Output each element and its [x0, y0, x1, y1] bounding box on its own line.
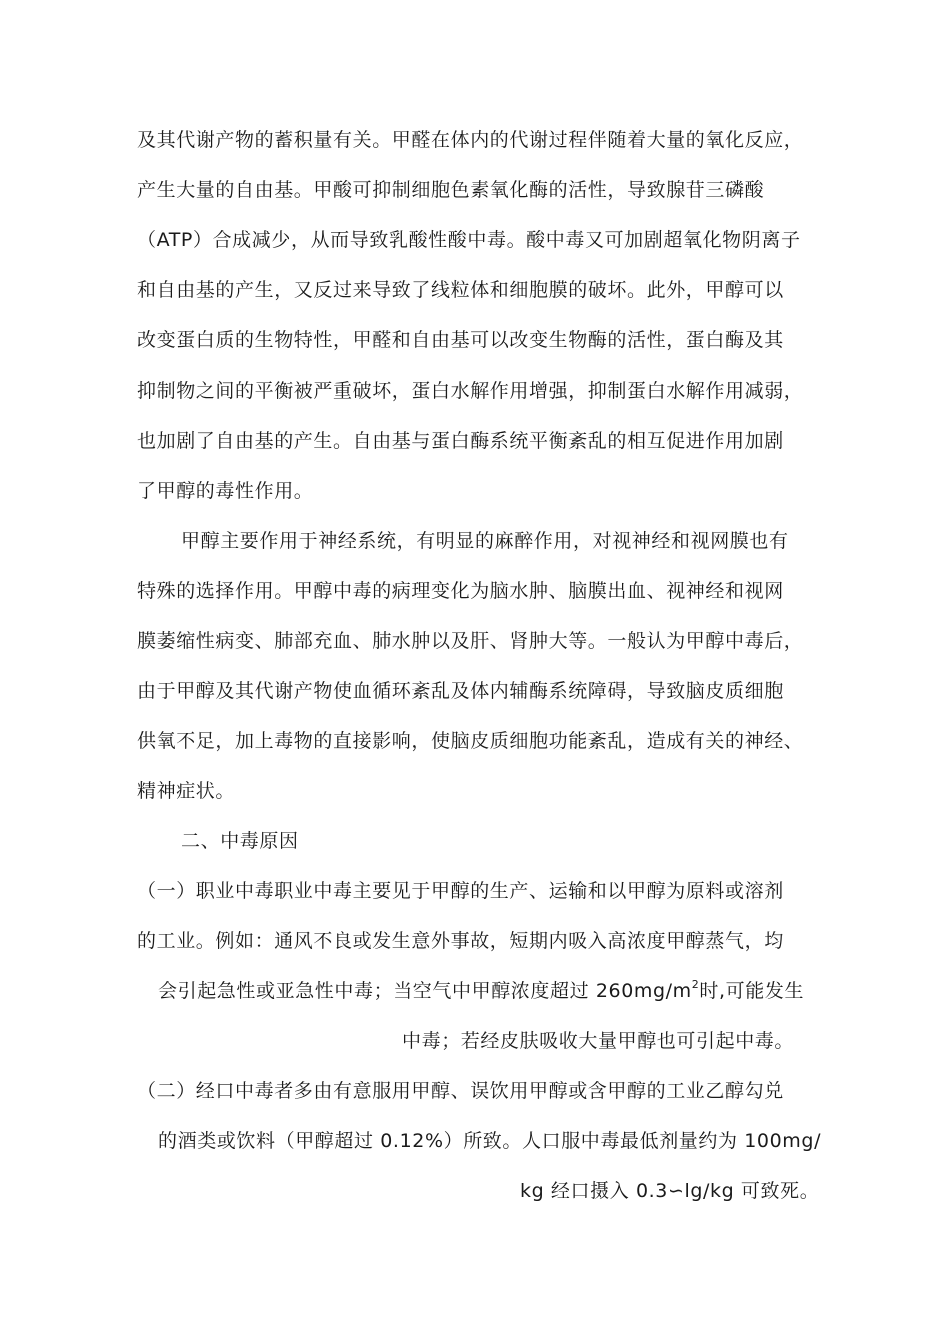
paragraph-line: 特殊的选择作用。甲醇中毒的病理变化为脑水肿、脑膜出血、视神经和视网: [137, 580, 784, 602]
item-line: 中毒；若经皮肤吸收大量甲醇也可引起中毒。: [402, 1030, 795, 1052]
paragraph-line: 了甲醇的毒性作用。: [137, 480, 314, 502]
superscript: 2: [691, 977, 700, 991]
item-line: （一）职业中毒职业中毒主要见于甲醇的生产、运输和以甲醇为原料或溶剂: [137, 880, 784, 902]
paragraph-line: （ATP）合成减少，从而导致乳酸性酸中毒。酸中毒又可加剧超氧化物阴离子: [137, 229, 801, 251]
paragraph-line: 膜萎缩性病变、肺部充血、肺水肿以及肝、肾肿大等。一般认为甲醇中毒后，: [137, 630, 804, 652]
paragraph-line: 和自由基的产生，又反过来导致了线粒体和细胞膜的破坏。此外，甲醇可以: [137, 279, 784, 301]
item-line: （二）经口中毒者多由有意服用甲醇、误饮用甲醇或含甲醇的工业乙醇勾兑: [137, 1080, 784, 1102]
item-line: kg 经口摄入 0.3∽lg/kg 可致死。: [520, 1180, 820, 1202]
paragraph-line: 精神症状。: [137, 780, 236, 802]
item-line: 的工业。例如：通风不良或发生意外事故，短期内吸入高浓度甲醇蒸气，均: [137, 930, 784, 952]
item-line-with-superscript: [158, 978, 804, 1004]
section-heading: 二、中毒原因: [181, 830, 299, 852]
paragraph-line: 抑制物之间的平衡被严重破坏，蛋白水解作用增强，抑制蛋白水解作用减弱，: [137, 380, 804, 402]
item-text: 会引起急性或亚急性中毒；当空气中甲醇浓度超过 260mg/m: [158, 980, 692, 1002]
paragraph-line: 供氧不足，加上毒物的直接影响，使脑皮质细胞功能紊乱，造成有关的神经、: [137, 730, 804, 752]
paragraph-line: 也加剧了自由基的产生。自由基与蛋白酶系统平衡紊乱的相互促进作用加剧: [137, 430, 784, 452]
paragraph-line: 由于甲醇及其代谢产物使血循环紊乱及体内辅酶系统障碍，导致脑皮质细胞: [137, 680, 784, 702]
paragraph-line: 产生大量的自由基。甲酸可抑制细胞色素氧化酶的活性，导致腺苷三磷酸: [137, 179, 765, 201]
item-line: 的酒类或饮料（甲醇超过 0.12%）所致。人口服中毒最低剂量约为 100mg/: [158, 1130, 822, 1152]
paragraph-line: 及其代谢产物的蓄积量有关。甲醛在体内的代谢过程伴随着大量的氧化反应，: [137, 129, 804, 151]
item-text: 时,可能发生: [699, 980, 805, 1002]
paragraph-line: 改变蛋白质的生物特性，甲醛和自由基可以改变生物酶的活性，蛋白酶及其: [137, 329, 784, 351]
paragraph-line: 甲醇主要作用于神经系统，有明显的麻醉作用，对视神经和视网膜也有: [181, 530, 789, 552]
